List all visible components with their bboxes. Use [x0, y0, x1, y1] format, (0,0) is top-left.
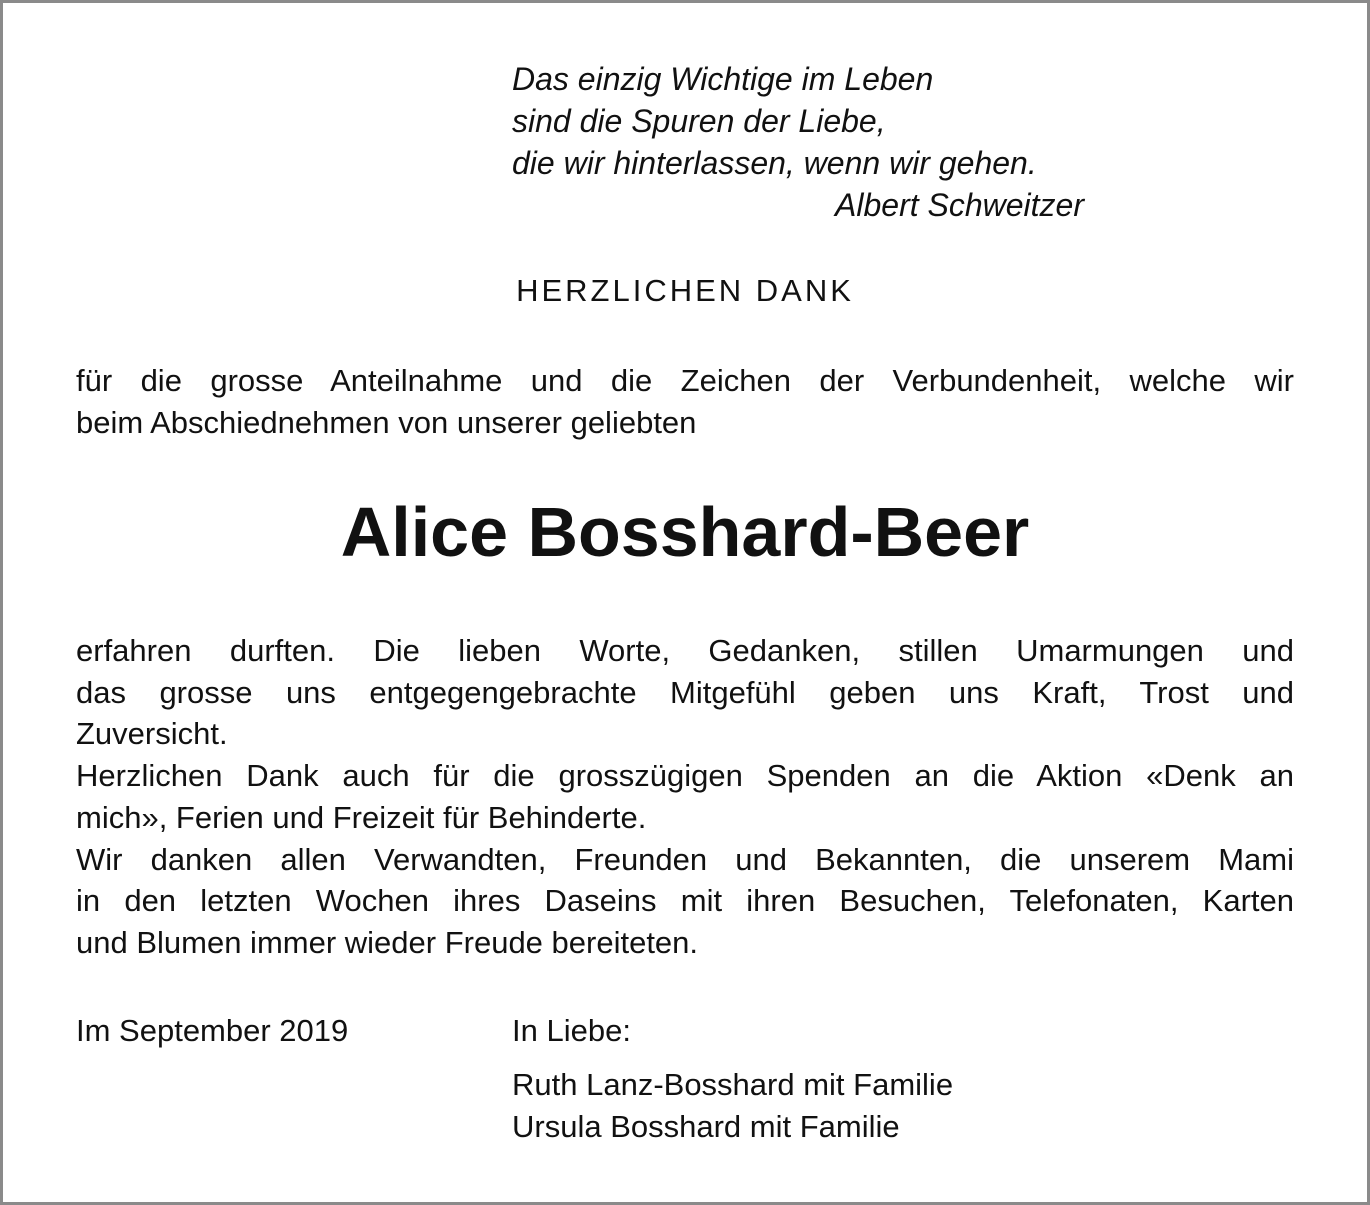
body-line: Herzlichen Dank auch für die grosszügigen Spenden an die Aktion «Denk an: [76, 758, 1294, 794]
body-line: und Blumen immer wieder Freude bereiteten.: [76, 924, 699, 960]
body-line: das grosse uns entgegengebrachte Mitgefühl geben uns Kraft, Trost und: [76, 674, 1294, 710]
intro-line: für die grosse Anteilnahme und die Zeichen der Verbundenheit, welche wir: [76, 363, 1294, 398]
quote-block: [512, 58, 1112, 226]
body-line: Wir danken allen Verwandten, Freunden und Bekannten, die unserem Mami: [76, 841, 1294, 877]
body-line: mich», Ferien und Freizeit für Behinderte.: [76, 799, 647, 835]
body-line: erfahren durften. Die lieben Worte, Gedanken, stillen Umarmungen und: [76, 633, 1294, 668]
intro-line: beim Abschiednehmen von unserer geliebten: [76, 404, 697, 440]
date-line: Im September 2019: [76, 1013, 349, 1048]
intro-paragraph: [76, 360, 1294, 443]
quote-line: Das einzig Wichtige im Leben: [512, 61, 934, 97]
quote-line: die wir hinterlassen, wenn wir gehen.: [512, 145, 1037, 181]
closing-line: In Liebe:: [512, 1013, 631, 1048]
signer-name: Ursula Bosshard mit Familie: [512, 1109, 900, 1144]
body-line: in den letzten Wochen ihres Daseins mit ihren Besuchen, Telefonaten, Karten: [76, 883, 1294, 919]
body-paragraph: [76, 630, 1294, 964]
signer-name: Ruth Lanz-Bosshard mit Familie: [512, 1067, 954, 1102]
signers-list: [512, 1064, 953, 1148]
body-line: Zuversicht.: [76, 716, 228, 752]
thanks-heading: HERZLICHEN DANK: [516, 273, 854, 308]
quote-author: Albert Schweitzer: [835, 187, 1084, 223]
deceased-name: Alice Bosshard-Beer: [340, 493, 1030, 571]
quote-line: sind die Spuren der Liebe,: [512, 103, 886, 139]
